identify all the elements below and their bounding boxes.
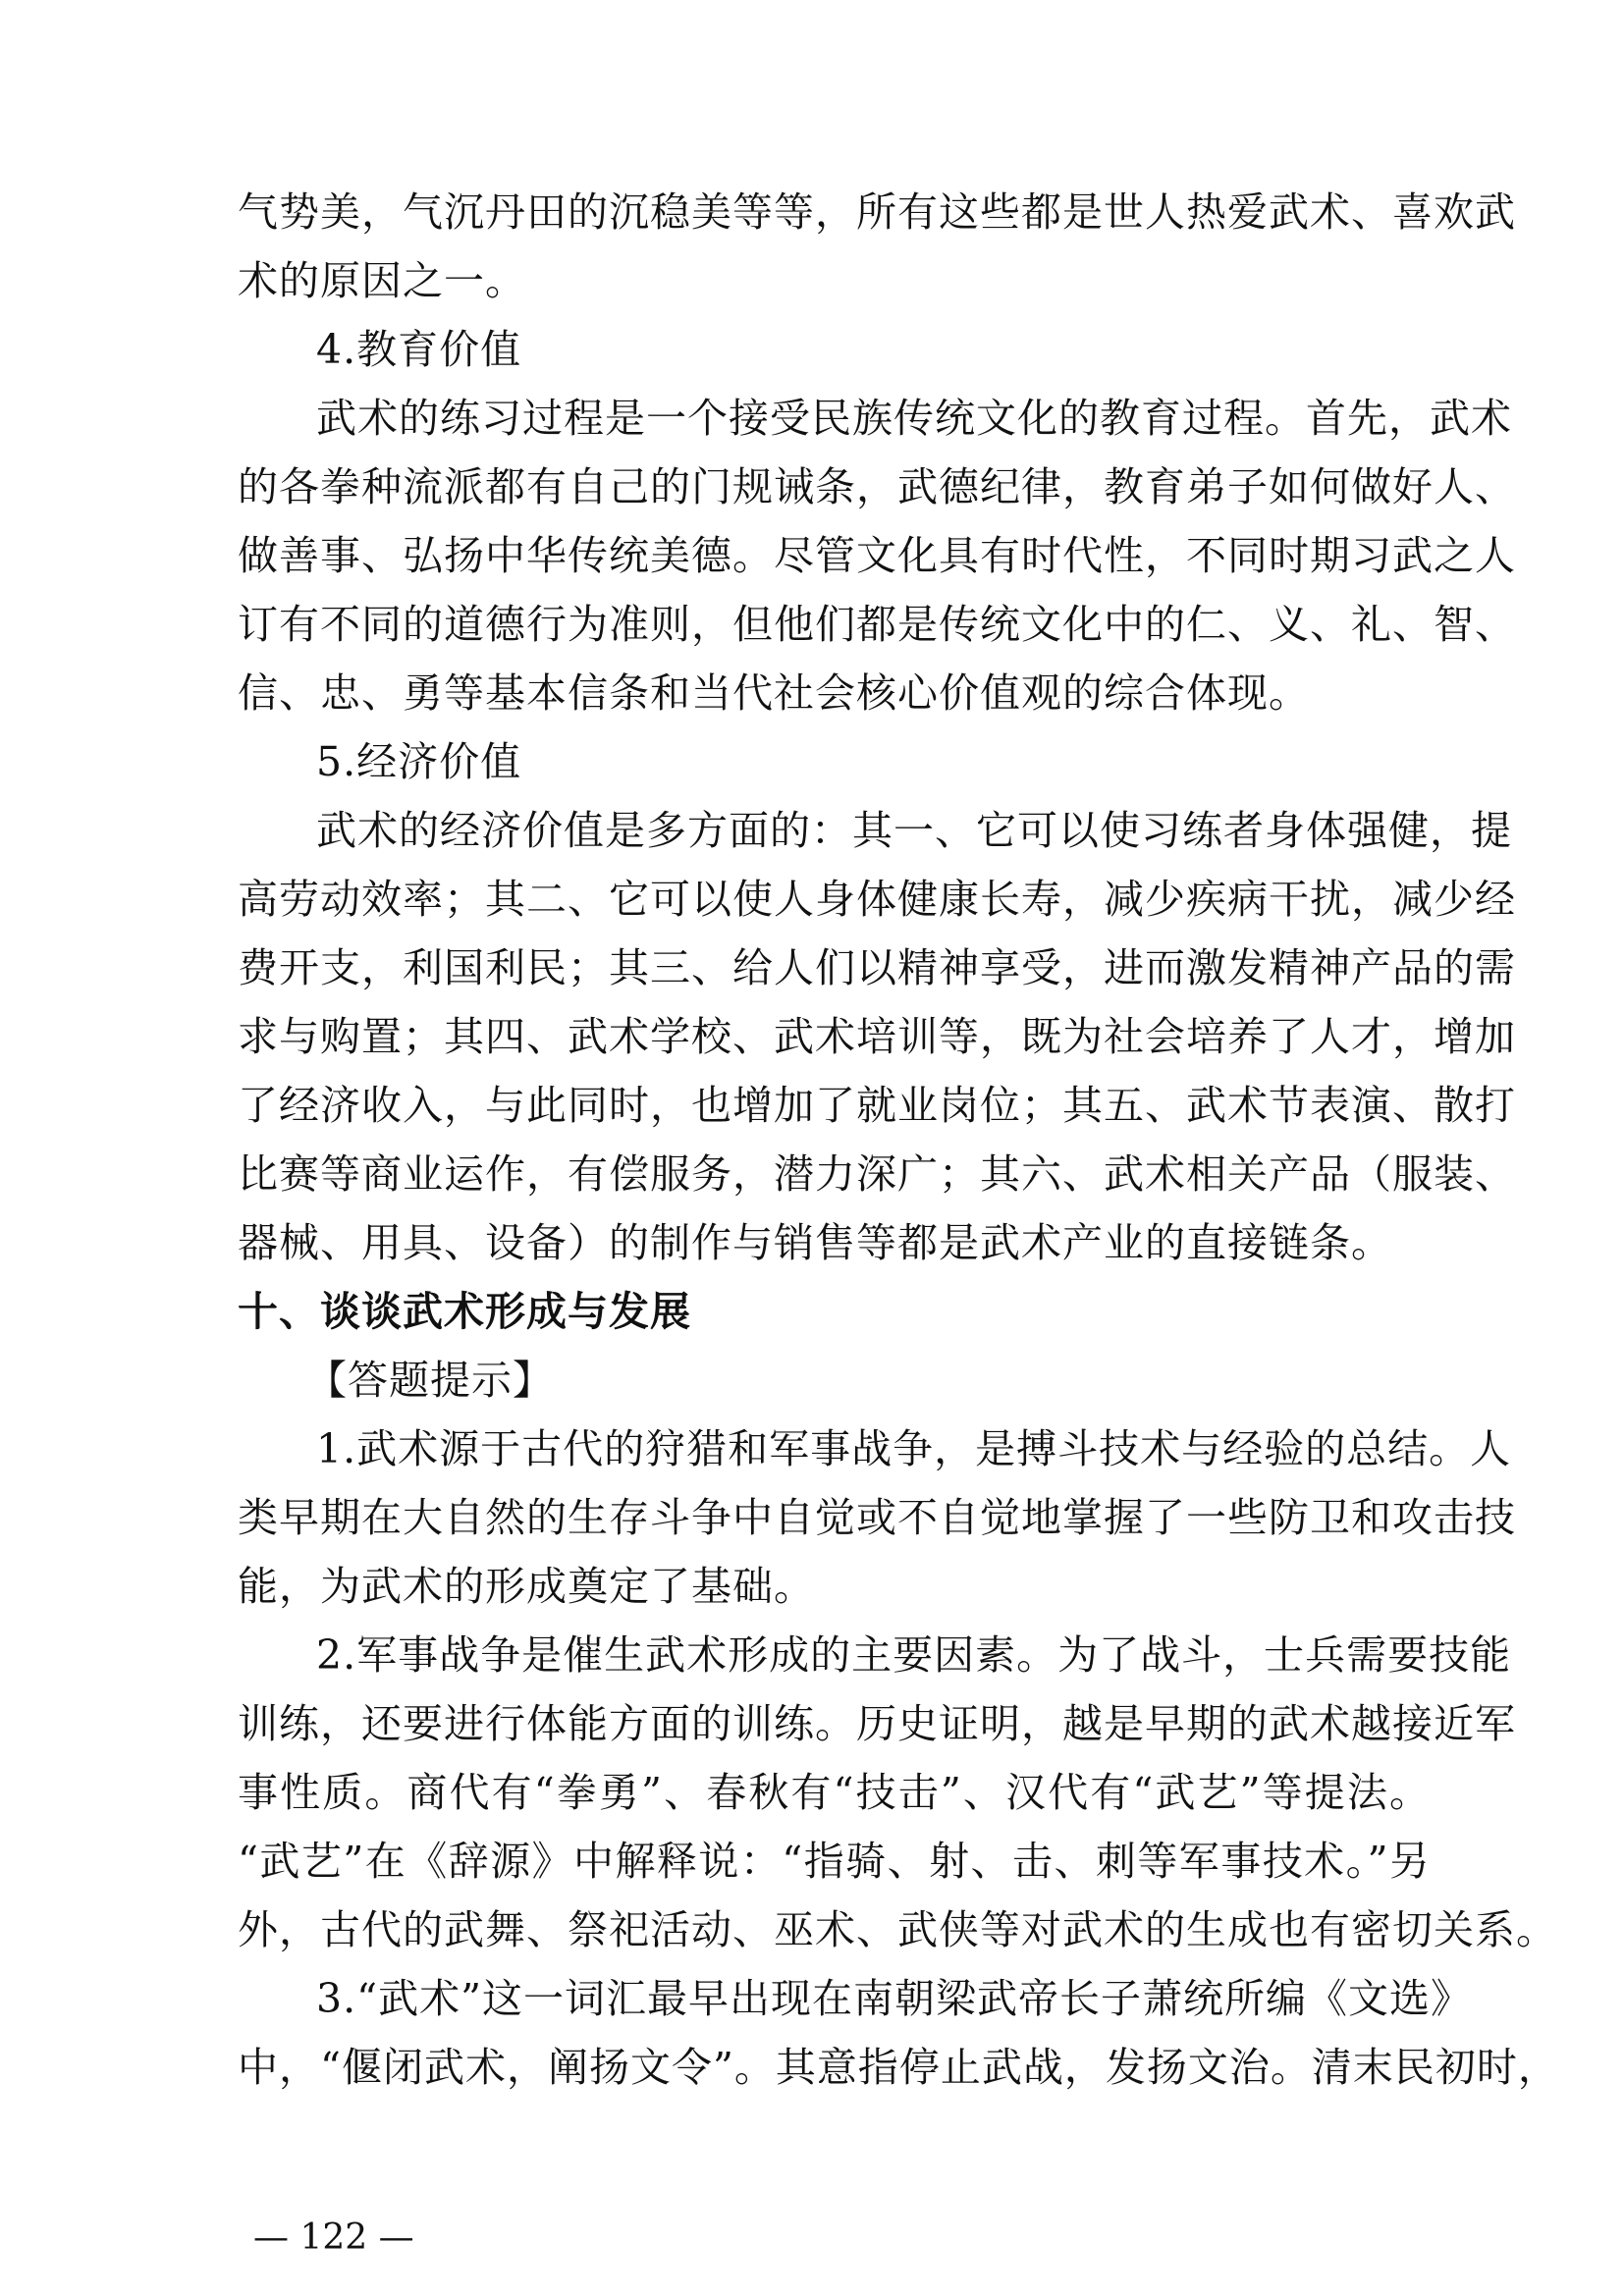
text-line: 了经济收入，与此同时，也增加了就业岗位；其五、武术节表演、散打 xyxy=(238,1082,1516,1129)
text-line: 3.“武术”这一词汇最早出现在南朝梁武帝长子萧统所编《文选》 xyxy=(316,1975,1473,2022)
text-line: 事性质。商代有“拳勇”、春秋有“技击”、汉代有“武艺”等提法。 xyxy=(238,1769,1431,1816)
text-line: 术的原因之一。 xyxy=(238,257,526,304)
text-line: 求与购置；其四、武术学校、武术培训等，既为社会培养了人才，增加 xyxy=(238,1013,1516,1060)
text-line: 器械、用具、设备）的制作与销售等都是武术产业的直接链条。 xyxy=(238,1219,1392,1266)
text-line: 中，“偃闭武术，阐扬文令”。其意指停止武战，发扬文治。清末民初时， xyxy=(238,2044,1559,2091)
page-number: — 122 — xyxy=(253,2217,414,2258)
text-line: 信、忠、勇等基本信条和当代社会核心价值观的综合体现。 xyxy=(238,669,1310,717)
text-line: “武艺”在《辞源》中解释说：“指骑、射、击、刺等军事技术。”另 xyxy=(238,1838,1431,1885)
text-line: 【答题提示】 xyxy=(306,1357,554,1404)
text-line: 高劳动效率；其二、它可以使人身体健康长寿，减少疾病干扰，减少经 xyxy=(238,876,1516,923)
text-line: 1.武术源于古代的狩猎和军事战争，是搏斗技术与经验的总结。人 xyxy=(316,1425,1512,1472)
section-heading: 十、谈谈武术形成与发展 xyxy=(238,1288,691,1335)
text-line: 气势美，气沉丹田的沉稳美等等，所有这些都是世人热爱武术、喜欢武 xyxy=(238,188,1516,236)
text-line: 比赛等商业运作，有偿服务，潜力深广；其六、武术相关产品（服装、 xyxy=(238,1150,1516,1198)
text-line: 训练，还要进行体能方面的训练。历史证明，越是早期的武术越接近军 xyxy=(238,1700,1516,1747)
text-line: 能，为武术的形成奠定了基础。 xyxy=(238,1563,815,1610)
text-line: 的各拳种流派都有自己的门规诫条，武德纪律，教育弟子如何做好人、 xyxy=(238,463,1516,510)
text-line: 武术的练习过程是一个接受民族传统文化的教育过程。首先，武术 xyxy=(316,395,1512,442)
text-line: 订有不同的道德行为准则，但他们都是传统文化中的仁、义、礼、智、 xyxy=(238,601,1516,648)
text-line: 5.经济价值 xyxy=(316,738,522,785)
text-line: 费开支，利国利民；其三、给人们以精神享受，进而激发精神产品的需 xyxy=(238,944,1516,991)
text-line: 类早期在大自然的生存斗争中自觉或不自觉地掌握了一些防卫和攻击技 xyxy=(238,1494,1516,1541)
text-line: 4.教育价值 xyxy=(316,326,522,373)
text-line: 外，古代的武舞、祭祀活动、巫术、武侠等对武术的生成也有密切关系。 xyxy=(238,1906,1557,1953)
text-line: 做善事、弘扬中华传统美德。尽管文化具有时代性，不同时期习武之人 xyxy=(238,532,1516,579)
text-line: 武术的经济价值是多方面的：其一、它可以使习练者身体强健，提 xyxy=(316,807,1512,854)
text-line: 2.军事战争是催生武术形成的主要因素。为了战斗，士兵需要技能 xyxy=(316,1631,1512,1679)
